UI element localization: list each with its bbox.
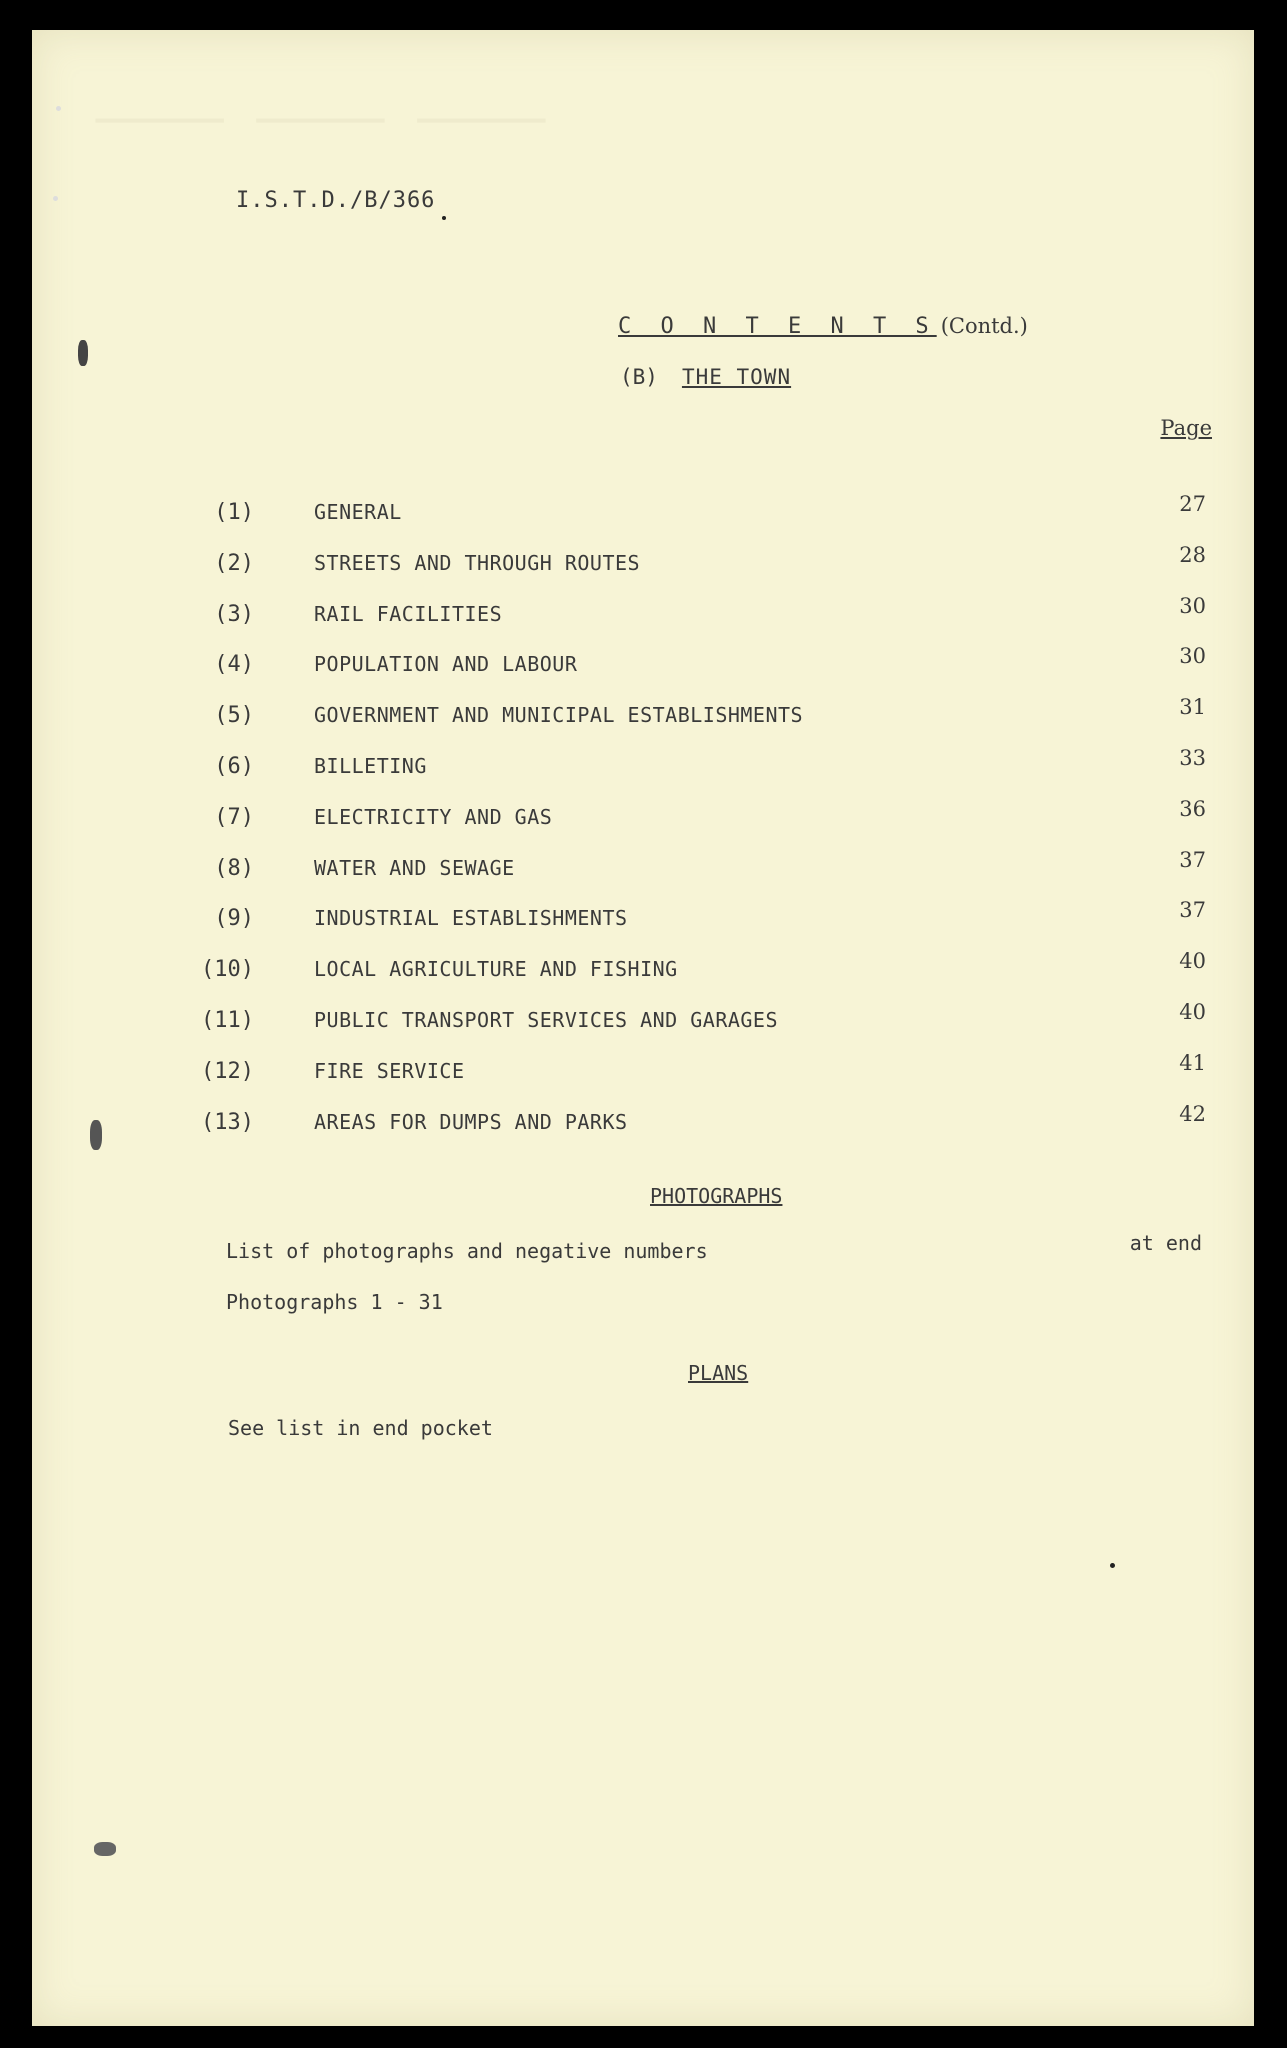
toc-item-number: (9) bbox=[214, 906, 254, 932]
section-subtitle bbox=[620, 365, 791, 389]
document-reference: I.S.T.D./B/366 bbox=[236, 188, 436, 213]
toc-item-label: GOVERNMENT AND MUNICIPAL ESTABLISHMENTS bbox=[314, 703, 804, 728]
toc-item-label: GENERAL bbox=[314, 500, 402, 524]
toc-item-page: 41 bbox=[1179, 1050, 1206, 1075]
toc-row bbox=[32, 593, 1254, 642]
toc-item-label: FIRE SERVICE bbox=[314, 1058, 465, 1083]
toc-item-label: BILLETING bbox=[314, 754, 427, 778]
plans-heading: PLANS bbox=[688, 1361, 749, 1385]
toc-item-label: INDUSTRIAL ESTABLISHMENTS bbox=[314, 906, 628, 931]
toc-item-page: 33 bbox=[1179, 746, 1206, 770]
toc-row bbox=[32, 746, 1254, 794]
page-column-header: Page bbox=[1160, 416, 1212, 440]
toc-item-number: (3) bbox=[214, 601, 254, 627]
subtitle-text: THE TOWN bbox=[681, 365, 792, 389]
paper-speck bbox=[90, 1120, 102, 1150]
show-through-text: ⸺ ⸺ ⸺ bbox=[92, 68, 549, 161]
toc-item-page: 42 bbox=[1179, 1101, 1206, 1126]
toc-item-number: (8) bbox=[214, 855, 254, 881]
toc-item-number: (12) bbox=[201, 1058, 254, 1084]
toc-item-page: 40 bbox=[1179, 949, 1206, 974]
toc-item-label: LOCAL AGRICULTURE AND FISHING bbox=[314, 957, 678, 982]
toc-row bbox=[32, 898, 1254, 946]
toc-item-label: RAIL FACILITIES bbox=[314, 601, 503, 626]
paper-speck bbox=[442, 216, 446, 220]
subtitle-prefix: (B) bbox=[620, 365, 658, 389]
toc-item-page: 28 bbox=[1179, 542, 1206, 567]
photographs-range-line: Photographs 1 - 31 bbox=[226, 1290, 443, 1314]
toc-item-number: (2) bbox=[214, 550, 254, 576]
toc-item-page: 37 bbox=[1179, 898, 1206, 923]
toc-row bbox=[32, 492, 1254, 540]
paper-speck bbox=[94, 1842, 116, 1856]
toc-item-label: STREETS AND THROUGH ROUTES bbox=[314, 550, 641, 575]
toc-item-label: PUBLIC TRANSPORT SERVICES AND GARAGES bbox=[314, 1008, 779, 1032]
toc-item-page: 40 bbox=[1179, 1000, 1206, 1024]
plans-note: See list in end pocket bbox=[228, 1416, 493, 1440]
toc-row bbox=[32, 1000, 1254, 1048]
toc-row bbox=[32, 949, 1254, 997]
toc-row bbox=[32, 644, 1254, 692]
toc-item-number: (6) bbox=[214, 754, 254, 779]
toc-row bbox=[32, 542, 1254, 591]
toc-item-label: ELECTRICITY AND GAS bbox=[314, 804, 553, 829]
toc-item-page: 30 bbox=[1179, 644, 1206, 669]
document-page bbox=[32, 30, 1254, 2026]
photographs-heading: PHOTOGRAPHS bbox=[650, 1184, 783, 1208]
toc-item-number: (10) bbox=[201, 957, 254, 983]
toc-item-number: (5) bbox=[214, 703, 254, 729]
binding-hole-mark bbox=[53, 196, 58, 201]
photographs-list-line: List of photographs and negative numbers bbox=[226, 1239, 708, 1263]
toc-item-number: (7) bbox=[214, 804, 254, 830]
contents-title bbox=[618, 314, 1028, 339]
toc-item-page: 30 bbox=[1179, 593, 1206, 618]
toc-item-label: AREAS FOR DUMPS AND PARKS bbox=[314, 1109, 628, 1134]
toc-item-number: (11) bbox=[201, 1008, 254, 1033]
photographs-list-location: at end bbox=[1129, 1231, 1202, 1255]
toc-item-page: 27 bbox=[1179, 492, 1206, 516]
toc-item-number: (4) bbox=[214, 652, 254, 678]
toc-row bbox=[32, 1050, 1254, 1099]
toc-item-page: 36 bbox=[1179, 796, 1206, 821]
toc-row bbox=[32, 796, 1254, 845]
toc-item-number: (13) bbox=[201, 1109, 254, 1135]
binding-hole-mark bbox=[56, 106, 61, 111]
toc-item-label: WATER AND SEWAGE bbox=[314, 855, 515, 880]
paper-speck bbox=[1110, 1563, 1115, 1568]
paper-speck bbox=[78, 340, 88, 366]
contents-title-suffix: (Contd.) bbox=[940, 314, 1028, 338]
toc-item-label: POPULATION AND LABOUR bbox=[314, 652, 578, 677]
toc-row bbox=[32, 695, 1254, 743]
toc-item-number: (1) bbox=[214, 500, 254, 525]
toc-row bbox=[32, 847, 1254, 896]
toc-item-page: 31 bbox=[1179, 695, 1206, 720]
toc-item-page: 37 bbox=[1179, 847, 1206, 872]
toc-row bbox=[32, 1101, 1254, 1150]
contents-title-text: C O N T E N T S bbox=[618, 314, 937, 339]
